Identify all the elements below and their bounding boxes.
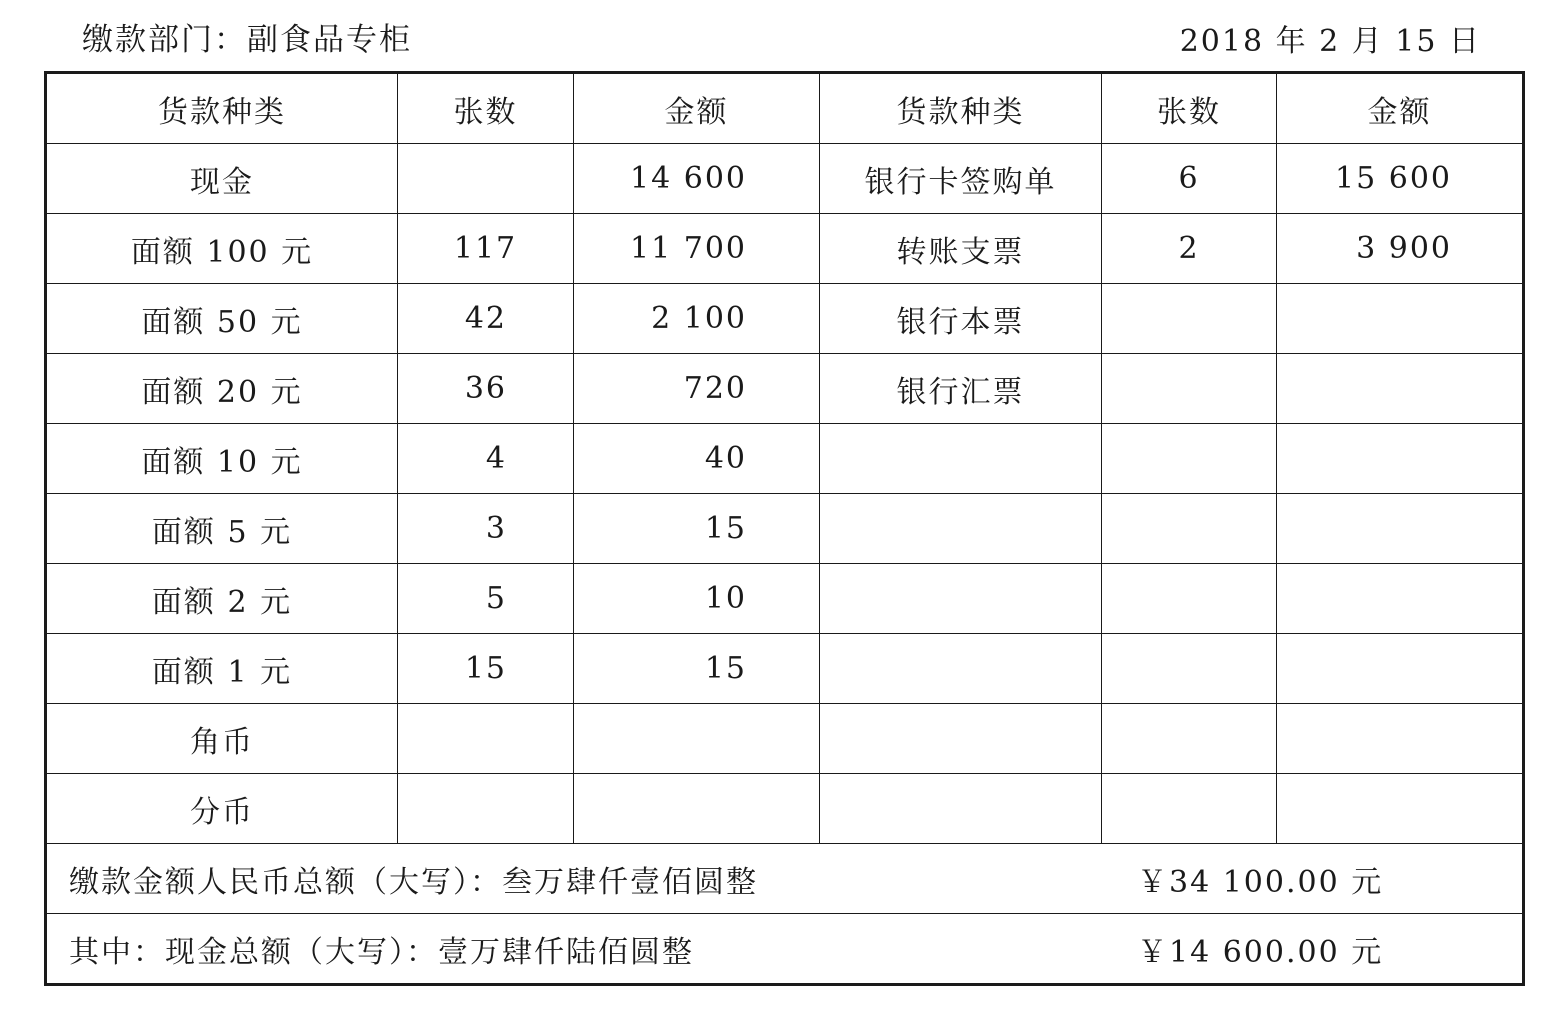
left-count-cell bbox=[398, 704, 574, 774]
col-header-left-count: 张数 bbox=[398, 73, 574, 144]
total-amount-words: 缴款金额人民币总额（大写）：叁万肆仟壹佰圆整 bbox=[69, 864, 758, 900]
right-type-cell: 银行汇票 bbox=[820, 354, 1102, 424]
table-header-row bbox=[46, 73, 1524, 144]
left-amount-cell: 14 600 bbox=[574, 144, 820, 214]
left-amount-cell bbox=[574, 774, 820, 844]
right-amount-cell bbox=[1277, 424, 1524, 494]
left-count-cell bbox=[398, 774, 574, 844]
right-count-cell bbox=[1102, 284, 1277, 354]
right-count-cell: 6 bbox=[1102, 144, 1277, 214]
table-row bbox=[46, 564, 1524, 634]
left-amount-cell: 11 700 bbox=[574, 214, 820, 284]
table-row bbox=[46, 214, 1524, 284]
left-type-cell: 面额 1 元 bbox=[46, 634, 398, 704]
right-amount-cell bbox=[1277, 354, 1524, 424]
left-type-cell: 面额 2 元 bbox=[46, 564, 398, 634]
col-header-left-type: 货款种类 bbox=[46, 73, 398, 144]
right-count-cell bbox=[1102, 354, 1277, 424]
col-header-right-type: 货款种类 bbox=[820, 73, 1102, 144]
right-amount-cell bbox=[1277, 774, 1524, 844]
right-type-cell: 银行本票 bbox=[820, 284, 1102, 354]
total-amount-figure: ￥34 100.00 元 bbox=[1137, 864, 1384, 900]
left-count-cell bbox=[398, 144, 574, 214]
right-type-cell: 银行卡签购单 bbox=[820, 144, 1102, 214]
right-count-cell bbox=[1102, 704, 1277, 774]
left-amount-cell: 15 bbox=[574, 494, 820, 564]
total-cell bbox=[46, 844, 1524, 914]
left-amount-cell: 720 bbox=[574, 354, 820, 424]
right-amount-cell bbox=[1277, 634, 1524, 704]
right-amount-cell: 3 900 bbox=[1277, 214, 1524, 284]
right-type-cell bbox=[820, 634, 1102, 704]
right-amount-cell: 15 600 bbox=[1277, 144, 1524, 214]
right-count-cell bbox=[1102, 424, 1277, 494]
col-header-right-count: 张数 bbox=[1102, 73, 1277, 144]
table-row bbox=[46, 774, 1524, 844]
col-header-left-amount: 金额 bbox=[574, 73, 820, 144]
payment-table bbox=[44, 71, 1525, 986]
table-row bbox=[46, 144, 1524, 214]
left-count-cell: 4 bbox=[398, 424, 574, 494]
right-count-cell bbox=[1102, 564, 1277, 634]
right-amount-cell bbox=[1277, 564, 1524, 634]
right-type-cell bbox=[820, 424, 1102, 494]
right-count-cell: 2 bbox=[1102, 214, 1277, 284]
cash-total-row bbox=[46, 914, 1524, 985]
left-type-cell: 面额 5 元 bbox=[46, 494, 398, 564]
left-type-cell: 角币 bbox=[46, 704, 398, 774]
right-count-cell bbox=[1102, 494, 1277, 564]
table-row bbox=[46, 424, 1524, 494]
left-count-cell: 15 bbox=[398, 634, 574, 704]
right-type-cell bbox=[820, 704, 1102, 774]
right-count-cell bbox=[1102, 774, 1277, 844]
left-type-cell: 分币 bbox=[46, 774, 398, 844]
table-row bbox=[46, 634, 1524, 704]
right-type-cell bbox=[820, 494, 1102, 564]
left-amount-cell: 40 bbox=[574, 424, 820, 494]
left-amount-cell: 2 100 bbox=[574, 284, 820, 354]
right-amount-cell bbox=[1277, 494, 1524, 564]
cash-amount-words: 其中：现金总额（大写）：壹万肆仟陆佰圆整 bbox=[69, 934, 694, 970]
left-type-cell: 面额 20 元 bbox=[46, 354, 398, 424]
table-row bbox=[46, 704, 1524, 774]
left-amount-cell: 10 bbox=[574, 564, 820, 634]
right-amount-cell bbox=[1277, 284, 1524, 354]
left-amount-cell: 15 bbox=[574, 634, 820, 704]
total-row bbox=[46, 844, 1524, 914]
left-type-cell: 面额 50 元 bbox=[46, 284, 398, 354]
right-type-cell: 转账支票 bbox=[820, 214, 1102, 284]
table-row bbox=[46, 494, 1524, 564]
right-type-cell bbox=[820, 564, 1102, 634]
left-count-cell: 42 bbox=[398, 284, 574, 354]
left-count-cell: 3 bbox=[398, 494, 574, 564]
right-type-cell bbox=[820, 774, 1102, 844]
left-count-cell: 5 bbox=[398, 564, 574, 634]
col-header-right-amount: 金额 bbox=[1277, 73, 1524, 144]
right-count-cell bbox=[1102, 634, 1277, 704]
department-label: 缴款部门：副食品专柜 bbox=[82, 22, 412, 58]
left-type-cell: 面额 100 元 bbox=[46, 214, 398, 284]
form-header bbox=[0, 8, 1551, 58]
left-type-cell: 面额 10 元 bbox=[46, 424, 398, 494]
left-type-cell: 现金 bbox=[46, 144, 398, 214]
left-amount-cell bbox=[574, 704, 820, 774]
left-count-cell: 117 bbox=[398, 214, 574, 284]
table-row bbox=[46, 354, 1524, 424]
left-count-cell: 36 bbox=[398, 354, 574, 424]
form-date: 2018 年 2 月 15 日 bbox=[1179, 24, 1481, 59]
right-amount-cell bbox=[1277, 704, 1524, 774]
cash-total-cell bbox=[46, 914, 1524, 985]
table-row bbox=[46, 284, 1524, 354]
cash-amount-figure: ￥14 600.00 元 bbox=[1137, 934, 1384, 970]
